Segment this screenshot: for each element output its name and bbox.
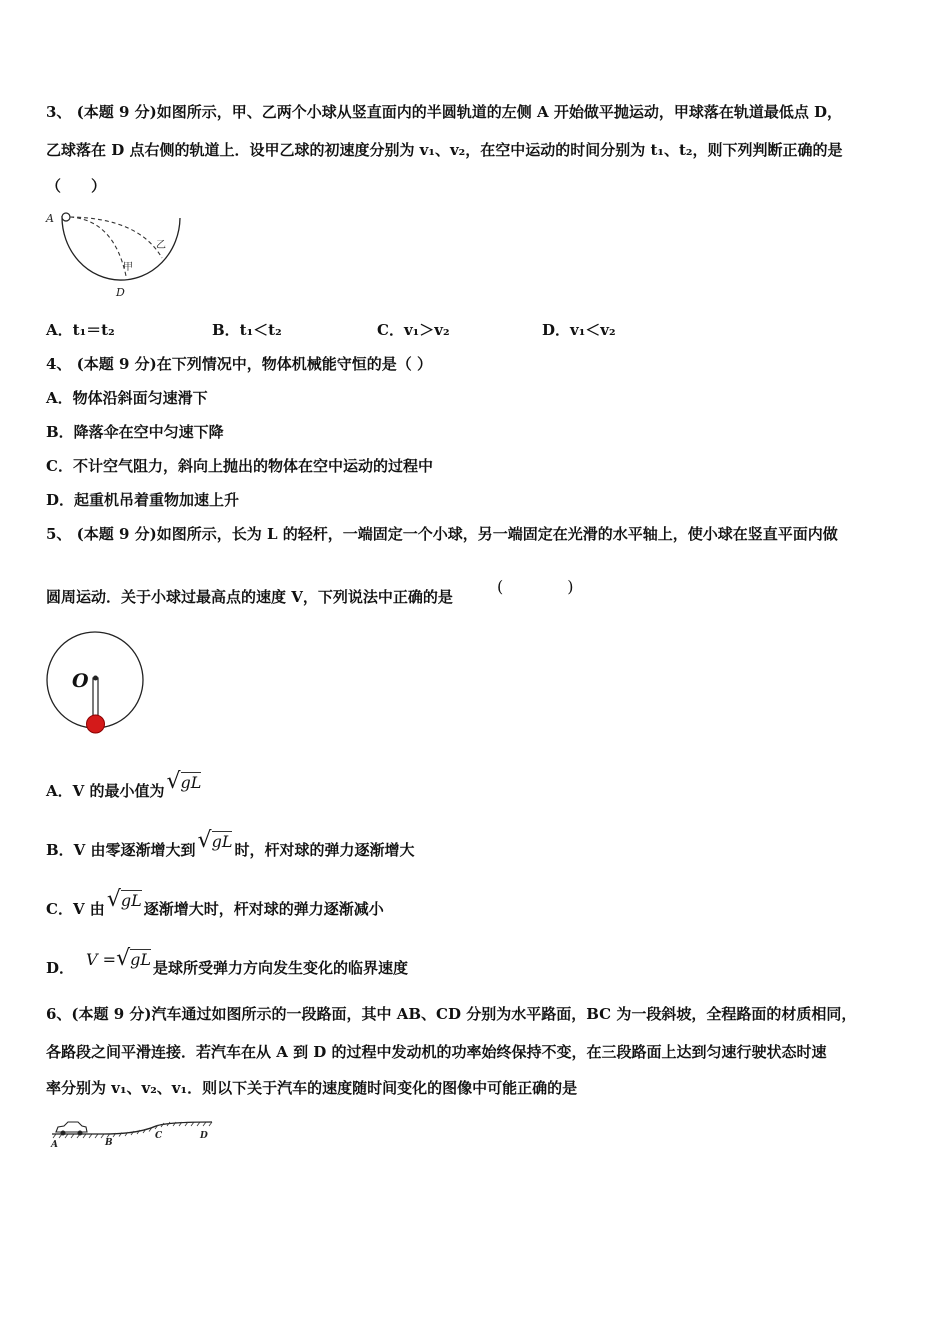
q5-stem-line1: 5、 (本题 9 分)如图所示，长为 L 的轻杆，一端固定一个小球，另一端固定在光滑的水平轴上，使小球在竖直平面内做	[46, 525, 838, 543]
q5-circle-figure	[42, 628, 150, 740]
q5-option-c-sqrt-expr: gL	[120, 891, 142, 910]
q4-option-a: A．物体沿斜面匀速滑下	[46, 389, 208, 407]
q5-option-b	[46, 828, 415, 860]
q5-option-a-sqrt-expr: gL	[180, 773, 202, 792]
q5-option-d-pre: D．	[46, 959, 75, 977]
q5-stem-line2: 圆周运动．关于小球过最高点的速度 V，下列说法中正确的是	[46, 588, 453, 606]
q4-option-b: B．降落伞在空中匀速下降	[46, 423, 224, 441]
q3-option-b: B．t₁＜t₂	[212, 321, 282, 339]
q5-option-a-sqrt: √gL	[166, 769, 202, 794]
q3-stem-line1: 3、 (本题 9 分)如图所示，甲、乙两个小球从竖直面内的半圆轨道的左侧 A 开始做平抛运动，甲球落在轨道最低点 D，	[46, 103, 843, 121]
q3-semicircle-figure	[44, 206, 194, 302]
q4-stem: 4、 (本题 9 分)在下列情况中，物体机械能守恒的是（ ）	[46, 355, 432, 373]
q5-option-b-sqrt: √gL	[197, 828, 233, 853]
q6-label-d: D	[200, 1131, 208, 1141]
q3-option-d: D．v₁＜v₂	[542, 321, 616, 339]
q5-pivot	[93, 676, 98, 681]
q6-stem-line2: 各路段之间平滑连接．若汽车在从 A 到 D 的过程中发动机的功率始终保持不变，在三段路面上达到匀速行驶状态时速	[46, 1043, 827, 1061]
q5-option-d-formula: V =√gL	[86, 946, 151, 971]
q5-option-b-post: 时，杆对球的弹力逐渐增大	[234, 841, 415, 859]
q6-label-c: C	[155, 1131, 163, 1141]
q5-answer-paren: ( )	[497, 577, 574, 596]
q3-ball-a	[62, 213, 70, 221]
q5-option-c-pre: C．V 由	[46, 900, 105, 918]
q6-label-b: B	[105, 1138, 113, 1148]
q5-ball	[87, 715, 105, 733]
q3-label-d: D	[116, 286, 125, 299]
q5-option-c	[46, 887, 384, 919]
q5-option-a-text: A．V 的最小值为	[46, 782, 165, 800]
q3-option-a: A．t₁＝t₂	[46, 321, 115, 339]
q5-option-b-pre: B．V 由零逐渐增大到	[46, 841, 196, 859]
q5-option-d-sqrt-expr: gL	[130, 950, 151, 969]
q5-option-d-v-eq: V =	[86, 950, 117, 969]
q6-label-a: A	[51, 1140, 58, 1150]
q6-stem-line1: 6、(本题 9 分)汽车通过如图所示的一段路面，其中 AB、CD 分别为水平路面，BC 为一段斜坡，全程路面的材质相同，	[46, 1005, 857, 1023]
q5-option-c-post: 逐渐增大时，杆对球的弹力逐渐减小	[143, 900, 384, 918]
q6-road-figure	[48, 1112, 220, 1150]
q5-option-d	[46, 946, 408, 978]
q6-stem-line3: 率分别为 v₁、v₂、v₁．则以下关于汽车的速度随时间变化的图像中可能正确的是	[46, 1079, 578, 1097]
q5-option-a	[46, 769, 202, 801]
q3-path-jia	[70, 217, 126, 276]
q5-option-b-sqrt-expr: gL	[211, 832, 233, 851]
q3-option-c: C．v₁＞v₂	[377, 321, 450, 339]
q4-option-d: D．起重机吊着重物加速上升	[46, 491, 240, 509]
q5-rod	[93, 678, 98, 720]
q3-stem-line3: （ ）	[46, 177, 107, 195]
q5-option-c-sqrt: √gL	[106, 887, 142, 912]
q3-stem-line2: 乙球落在 D 点右侧的轨道上．设甲乙球的初速度分别为 v₁、v₂，在空中运动的时间分别为 t₁、t₂，则下列判断正确的是	[46, 141, 843, 159]
q5-option-d-post: 是球所受弹力方向发生变化的临界速度	[152, 959, 408, 977]
q3-label-jia: 甲	[123, 262, 133, 273]
q3-path-yi	[70, 217, 162, 258]
q3-label-a: A	[46, 212, 54, 225]
q4-option-c: C．不计空气阻力，斜向上抛出的物体在空中运动的过程中	[46, 457, 433, 475]
q3-label-yi: 乙	[156, 240, 166, 251]
q5-label-o: O	[72, 670, 89, 692]
